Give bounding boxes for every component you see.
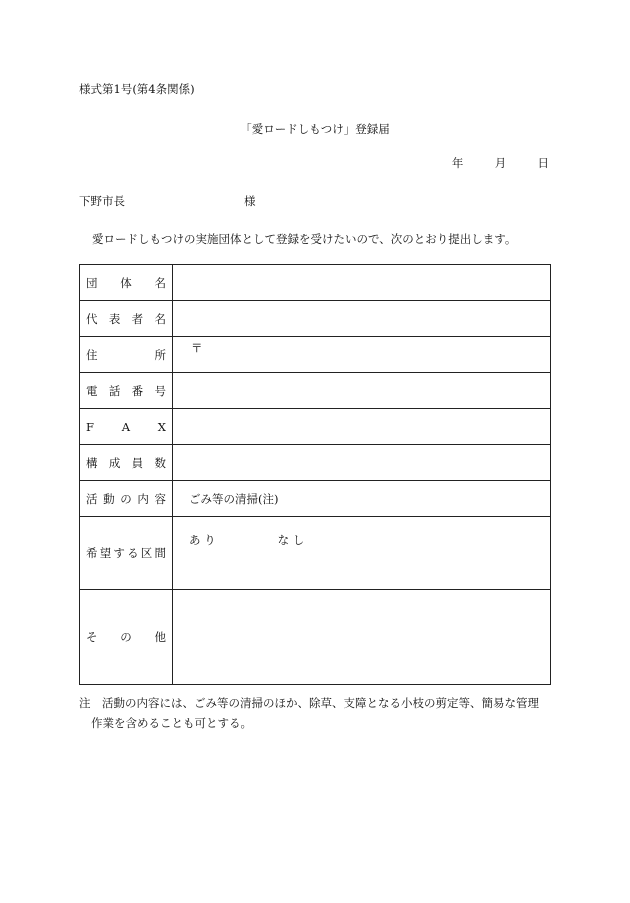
- postal-mark: 〒: [191, 340, 203, 355]
- footnote-line-1: 注 活動の内容には、ごみ等の清掃のほか、除草、支障となる小枝の剪定等、簡易な管理: [79, 696, 539, 710]
- label-char: 話: [108, 383, 121, 398]
- row-other: [80, 590, 551, 685]
- label-representative: [80, 301, 173, 337]
- label-char: 望: [99, 546, 112, 560]
- option-no[interactable]: な し: [277, 533, 305, 547]
- label-char: 名: [154, 275, 166, 290]
- phone-field[interactable]: [173, 373, 551, 409]
- row-phone: [80, 373, 551, 409]
- label-char: 代: [86, 311, 98, 326]
- footnote: [79, 693, 553, 733]
- fax-field[interactable]: [173, 409, 551, 445]
- label-members: [80, 445, 173, 481]
- registration-form-table: [79, 264, 551, 685]
- other-field[interactable]: [173, 590, 551, 685]
- group-name-field[interactable]: [173, 265, 551, 301]
- label-char: 間: [154, 546, 166, 560]
- label-char: 数: [154, 455, 166, 470]
- label-phone: [80, 373, 173, 409]
- label-char: 団: [86, 275, 98, 290]
- row-activity: [80, 481, 551, 517]
- date-day: 日: [537, 156, 549, 170]
- label-char: 成: [108, 455, 121, 470]
- section-field[interactable]: [173, 517, 551, 590]
- activity-field[interactable]: ごみ等の清掃(注): [173, 481, 551, 517]
- label-char: 者: [131, 311, 144, 326]
- label-char: の: [120, 491, 132, 506]
- representative-field[interactable]: [173, 301, 551, 337]
- label-char: 容: [154, 491, 166, 506]
- label-activity: [80, 481, 173, 517]
- label-char: 表: [108, 311, 121, 326]
- row-members: [80, 445, 551, 481]
- row-representative: [80, 301, 551, 337]
- label-char: の: [120, 630, 132, 644]
- addressee: 下野市長: [79, 194, 125, 208]
- label-char: る: [127, 546, 139, 560]
- members-field[interactable]: [173, 445, 551, 481]
- label-other: [80, 590, 173, 685]
- label-char: A: [121, 419, 131, 434]
- label-char: 号: [154, 383, 166, 398]
- label-char: 内: [137, 491, 149, 506]
- label-char: F: [86, 419, 94, 434]
- label-char: 他: [154, 630, 166, 644]
- address-field[interactable]: [173, 337, 551, 373]
- label-group-name: [80, 265, 173, 301]
- row-address: [80, 337, 551, 373]
- label-char: 電: [86, 383, 98, 398]
- option-yes[interactable]: あ り: [189, 533, 216, 547]
- intro-text: 愛ロードしもつけの実施団体として登録を受けたいので、次のとおり提出します。: [92, 232, 517, 246]
- date-line: [452, 155, 549, 171]
- label-char: 住: [86, 347, 98, 362]
- label-char: 希: [86, 546, 98, 560]
- label-char: X: [157, 419, 166, 434]
- label-section: [80, 517, 173, 590]
- label-char: 所: [154, 347, 166, 362]
- label-char: 構: [86, 455, 98, 470]
- form-number: 様式第1号(第4条関係): [79, 82, 195, 96]
- honorific: 様: [244, 194, 256, 208]
- row-section: [80, 517, 551, 590]
- label-char: 区: [140, 546, 153, 560]
- date-month: 月: [494, 156, 507, 170]
- label-address: [80, 337, 173, 373]
- label-char: 体: [120, 275, 132, 290]
- row-fax: [80, 409, 551, 445]
- label-char: 動: [103, 491, 115, 506]
- label-char: 活: [86, 491, 98, 506]
- label-char: 番: [131, 383, 144, 398]
- label-char: す: [113, 546, 125, 560]
- label-char: 員: [131, 455, 144, 470]
- label-char: そ: [86, 630, 98, 644]
- footnote-line-2: 作業を含めることも可とする。: [91, 716, 252, 730]
- label-char: 名: [154, 311, 166, 326]
- date-year: 年: [451, 156, 464, 170]
- label-fax: [80, 409, 173, 445]
- form-title: 「愛ロードしもつけ」登録届: [240, 122, 390, 136]
- row-group-name: [80, 265, 551, 301]
